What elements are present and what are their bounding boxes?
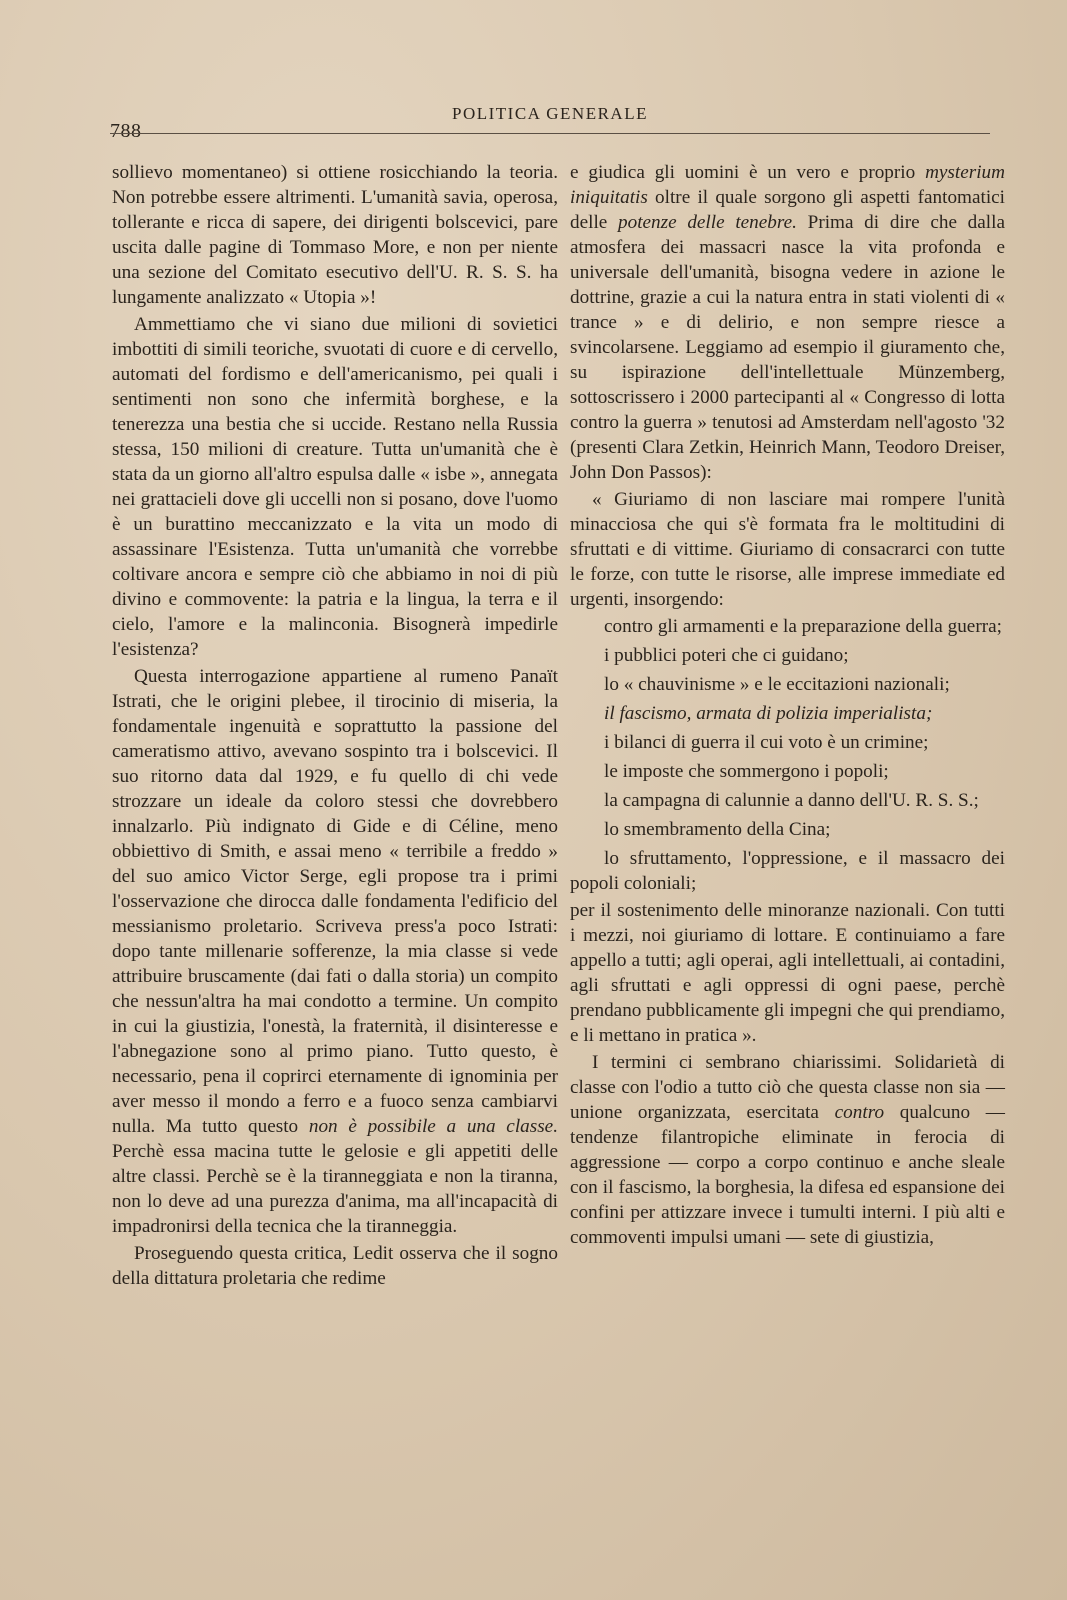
oath-list-item: le imposte che sommergono i popoli; [604, 761, 889, 782]
text-run: Prima di dire che dalla atmosfera dei massacri nasce la vita profonda e universale dell'umanità, bisogna vedere in azione le dottrine, grazie a cui la natura entra in stati violenti di « trance » e di delirio, e non sempre riesce a svincolarsene. Leggiamo ad esempio il giuramento che, su ispirazione dell'intellettuale Münzemberg, sottoscrissero i 2000 partecipanti al « Congresso di lotta contro la guerra » tenutosi ad Amsterdam nell'agosto '32 (presenti Clara Zetkin, Heinrich Mann, Teodoro Dreiser, John Don Passos): [570, 212, 1005, 483]
right-column [570, 160, 1005, 1250]
oath-list-item: la campagna di calunnie a danno dell'U. R. S. S.; [604, 790, 979, 811]
italic-run: il fascismo, armata di polizia imperialista; [604, 703, 933, 724]
oath-list-item [570, 701, 1005, 726]
text-run: qualcuno — tendenze filantropiche eliminate in ferocia di aggressione — corpo a corpo continuo e anche sleale con il fascismo, la borghesia, la difesa ed espansione dei confini per attizzare invece i tumulti interni. I più alti e commoventi impulsi umani — sete di giustizia, [570, 1102, 1005, 1248]
oath-list-item: lo sfruttamento, l'oppressione, e il massacro dei popoli coloniali; [570, 848, 1005, 894]
text-run: Questa interrogazione appartiene al rumeno Panaït Istrati, che le origini plebee, il tirocinio di miseria, la fondamentale ingenuità e soprattutto la passione del cameratismo attivo, avevano sospinto tra i bolscevici. Il suo ritorno data dal 1929, e fu quello di chi vede strozzare un ideale da coloro stessi che dovrebbero innalzarlo. Più indignato di Gide e di Céline, meno obbiettivo di Smith, e assai meno « terribile a freddo » del suo amico Victor Serge, egli propose tra i primi l'osservazione che dirocca dalle fondamenta l'edificio del messianismo proletario. Scriveva press'a poco Istrati: dopo tante millenarie sofferenze, la mia classe si vede attribuire bruscamente (dai fati o dalla storia) un compito che nessun'altra ha mai condotto a termine. Un compito in cui la giustizia, l'onestà, la fraternità, il disinteresse e l'abnegazione sono al primo piano. Tutto questo, è necessario, pena il coprirci eternamente di ignominia per aver messo il mondo a ferro e a fuoco senza cambiarvi nulla. Ma tutto questo [112, 666, 558, 1137]
page-number: 788 [110, 120, 142, 142]
paragraph [112, 1241, 558, 1291]
text-run: e giudica gli uomini è un vero e proprio [570, 162, 926, 183]
italic-run: non è possibile a una classe. [308, 1116, 558, 1137]
paragraph [112, 160, 558, 310]
running-head-title: POLITICA GENERALE [452, 104, 648, 123]
paragraph [112, 664, 558, 1239]
text-run: sollievo momentaneo) si ottiene rosicchiando la teoria. Non potrebbe essere altrimenti. L'umanità savia, operosa, tollerante e ricca di sapere, dei dirigenti bolscevici, pare uscita dalle pagine di Tommaso More, e non per niente una sezione del Comitato esecutivo dell'U. R. S. S. ha lungamente analizzato « Utopia »! [112, 162, 558, 308]
text-run: Perchè essa macina tutte le gelosie e gli appetiti delle altre classi. Perchè se è la tiranneggiata e non la tiranna, non lo deve ad una purezza d'anima, ma all'incapacità di impadronirsi della tecnica che la tiranneggia. [112, 1141, 558, 1237]
oath-list-item: i pubblici poteri che ci guidano; [604, 645, 849, 666]
oath-list-item: lo « chauvinisme » e le eccitazioni nazionali; [604, 674, 950, 695]
text-run: oltre il quale sorgono gli aspetti fantomatici delle [570, 187, 1005, 233]
paragraph [570, 160, 1005, 485]
oath-list-item: contro gli armamenti e la preparazione della guerra; [604, 616, 1002, 637]
running-head [110, 100, 990, 142]
oath-intro: « Giuriamo di non lasciare mai rompere l'unità minacciosa che qui s'è formata fra le moltitudini di sfruttati e di vittime. Giuriamo di consacrarci con tutte le forze, con tutte le risorse, alle imprese immediate ed urgenti, insorgendo: [570, 489, 1005, 610]
text-run: Proseguendo questa critica, Ledit osserva che il sogno della dittatura proletaria che redime [112, 1243, 558, 1289]
text-run: Ammettiamo che vi siano due milioni di sovietici imbottiti di simili teoriche, svuotati di cuore e di cervello, automati del fordismo e dell'americanismo, pei quali i sentimenti non sono che infermità borghese, e la tenerezza una bestia che si uccide. Restano nella Russia stessa, 150 milioni di creature. Tutta un'umanità che è stata da un giorno all'altro espulsa dalle « isbe », annegata nei grattacieli dove gli uccelli non si posano, dove l'uomo è un burattino meccanizzato e la vita un modo di assassinare l'Esistenza. Tutta un'umanità che vorrebbe coltivare ancora e sempre ciò che abbiamo in noi di più divino e commovente: la patria e la lingua, la terra e il cielo, l'amore e la malinconia. Bisognerà impedirle l'esistenza? [112, 314, 558, 660]
oath-list-item: i bilanci di guerra il cui voto è un crimine; [604, 732, 929, 753]
oath-list-item: lo smembramento della Cina; [604, 819, 831, 840]
oath-close: per il sostenimento delle minoranze nazionali. Con tutti i mezzi, noi giuriamo di lottare. E continuiamo a fare appello a tutti; agli operai, agli intellettuali, ai contadini, agli sfruttati e agli oppressi di ogni paese, perchè prendano pubblicamente gli impegni che qui prendiamo, e li mettano in pratica ». [570, 900, 1005, 1046]
paragraph [570, 1050, 1005, 1250]
left-column [112, 160, 558, 1291]
italic-run: mysterium iniquitatis [570, 162, 1005, 208]
text-run: I termini ci sembrano chiarissimi. Solidarietà di classe con l'odio a tutto ciò che questa classe non sia — unione organizzata, esercitata [570, 1052, 1005, 1123]
header-rule [110, 133, 990, 134]
paragraph [112, 312, 558, 662]
italic-run: potenze delle tenebre. [618, 212, 797, 233]
italic-run: contro [834, 1102, 885, 1123]
